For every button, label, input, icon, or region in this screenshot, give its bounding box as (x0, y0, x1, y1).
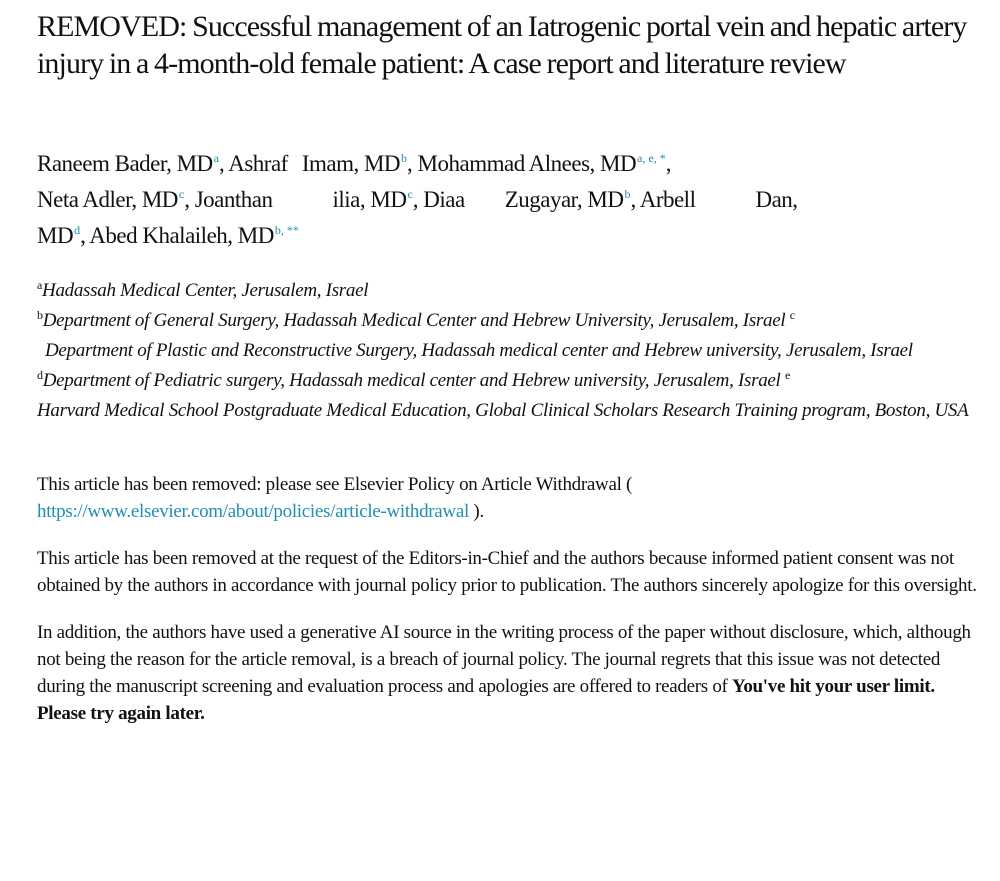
removal-reason-paragraph: This article has been removed at the request of the Editors-in-Chief and the authors because informed patient consent was not obtained by the authors in accordance with journal policy prior to publication. The authors sincerely apologize for this oversight. (37, 548, 977, 596)
author-name-part: Zugayar, MD (504, 187, 624, 212)
author-affil-sup[interactable]: b (401, 151, 408, 165)
affiliation-item: Department of Plastic and Reconstructive Surgery, Hadassah medical center and Hebrew university, Jerusalem, Israel (45, 340, 913, 361)
ai-disclosure-text: In addition, the authors have used a generative AI source in the writing process of the paper without disclosure, which, although not being the reason for the article removal, is a breach of journal policy. The journal regrets that this issue was not detected during the manuscript screening and evaluation process and apologies are offered to readers of (37, 622, 971, 697)
ai-disclosure-paragraph (37, 619, 987, 727)
affiliation-item (37, 276, 987, 306)
author-name: Mohammad Alnees, MD (417, 151, 637, 176)
affiliation-text: Hadassah Medical Center, Jerusalem, Israel (42, 280, 369, 301)
affiliation-sup: d (37, 368, 43, 382)
author-affil-sup[interactable]: d (74, 223, 81, 237)
author-affil-sup[interactable]: c (407, 187, 413, 201)
affiliation-sup: b (37, 308, 43, 322)
affiliation-item: Harvard Medical School Postgraduate Medical Education, Global Clinical Scholars Research Training program, Boston, USA (37, 400, 969, 421)
user-limit-message: You've hit your user limit. Please try again later. (37, 676, 935, 724)
author-name: Neta Adler, MD (37, 187, 178, 212)
author-name-part: MD (37, 223, 74, 248)
removal-notice-text: This article has been removed: please see Elsevier Policy on Article Withdrawal ( (37, 474, 633, 495)
affiliation-item (37, 306, 987, 336)
affiliation-list (37, 276, 987, 426)
affiliation-sup: a (37, 278, 43, 292)
article-page (37, 8, 987, 727)
author-affil-sup[interactable]: a (213, 151, 219, 165)
author-affil-sup[interactable]: b, ** (274, 223, 299, 237)
affiliation-sup: e (784, 368, 790, 382)
author-name-part: Dan, (755, 187, 798, 212)
affiliation-text: Department of Pediatric surgery, Hadassah medical center and Hebrew university, Jerusalem, Israel (42, 370, 781, 391)
author-affil-sup[interactable]: b (624, 187, 631, 201)
author-name: Raneem Bader, MD (37, 151, 213, 176)
author-affil-sup[interactable]: a, e, * (637, 151, 666, 165)
affiliation-sup: c (789, 308, 795, 322)
policy-link[interactable]: https://www.elsevier.com/about/policies/article-withdrawal (37, 501, 469, 522)
author-name: Ashraf (228, 151, 288, 176)
removal-notice-end: ). (473, 501, 484, 522)
affiliation-item (37, 366, 987, 396)
article-title: REMOVED: Successful management of an Iatrogenic portal vein and hepatic artery injury in a 4-month-old female patient: A case report and literature review (37, 10, 967, 80)
author-name: Arbell (639, 187, 696, 212)
author-list: Raneem Bader, $MD^a$, Ashraf Imam, $MD^b$, Mohammad Alnees, $MD^{a, e, *}$, Neta Adler, $MD^c$, Joanthan ilia, $MD^c$, Diaa Zugayar, $MD^b$, Arbell Dan, $MD^d$, Abed Khalaileh, $MD^{b, **}$ (37, 151, 798, 248)
author-name: Abed Khalaileh, MD (89, 223, 274, 248)
removal-notice (37, 471, 987, 525)
author-name: Diaa (423, 187, 465, 212)
author-name: Joanthan (194, 187, 273, 212)
author-name-part: Imam, MD (301, 151, 401, 176)
author-name-part: ilia, MD (332, 187, 407, 212)
affiliation-text: Department of General Surgery, Hadassah Medical Center and Hebrew University, Jerusalem, Israel (42, 310, 786, 331)
author-affil-sup[interactable]: c (178, 187, 185, 201)
